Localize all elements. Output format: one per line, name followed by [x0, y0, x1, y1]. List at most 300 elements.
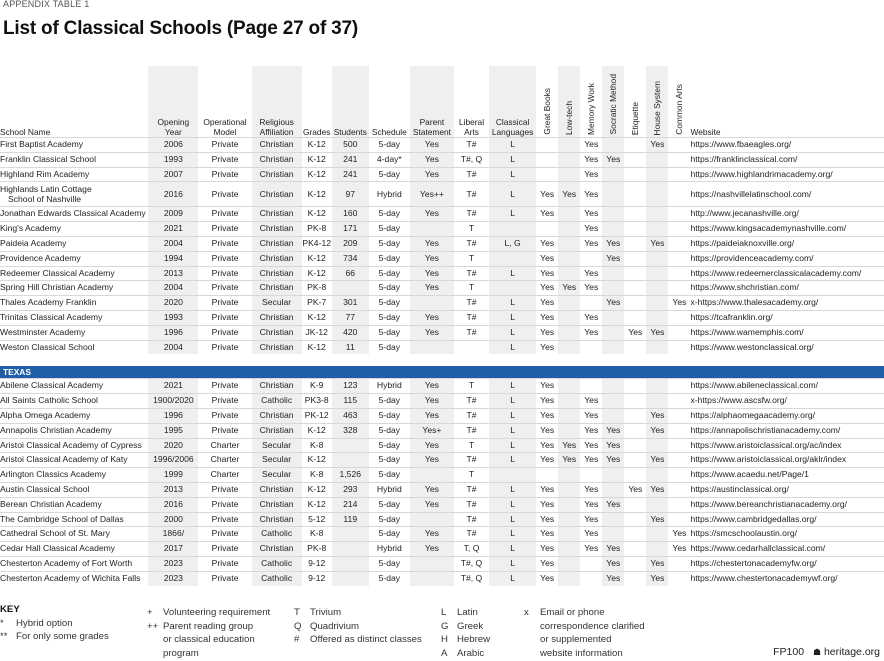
table-cell: Christian — [252, 423, 302, 438]
table-cell: Yes — [602, 556, 624, 571]
table-cell: JK-12 — [302, 325, 332, 340]
table-cell — [624, 379, 646, 394]
table-cell: K-12 — [302, 340, 332, 354]
table-cell: Yes — [410, 152, 454, 167]
table-cell: Yes — [602, 571, 624, 585]
table-cell — [558, 527, 580, 542]
table-cell: Yes — [580, 423, 602, 438]
website-link: https://www.shchristian.com/ — [690, 281, 884, 296]
key-symbol: ** — [0, 631, 8, 642]
table-cell: Charter — [198, 468, 251, 483]
table-cell — [602, 512, 624, 527]
table-cell: 463 — [332, 408, 369, 423]
table-cell — [558, 497, 580, 512]
key-title: KEY — [0, 604, 20, 615]
table-cell — [668, 222, 690, 237]
key-entry — [524, 620, 645, 634]
table-cell: Private — [198, 527, 251, 542]
table-cell: Yes+ — [410, 423, 454, 438]
table-cell — [646, 438, 668, 453]
table-cell — [646, 394, 668, 409]
table-cell: PK4-12 — [302, 236, 332, 251]
key-text: Quadrivium — [310, 620, 360, 632]
table-cell: T#, Q — [454, 571, 489, 585]
table-cell: Westminster Academy — [0, 325, 148, 340]
table-cell: Yes — [580, 236, 602, 251]
table-cell: 9-12 — [302, 556, 332, 571]
table-cell: Christian — [252, 497, 302, 512]
table-cell: L — [489, 556, 536, 571]
table-cell: Yes++ — [410, 182, 454, 207]
table-cell — [558, 138, 580, 153]
table-cell: 77 — [332, 310, 369, 325]
table-cell — [558, 556, 580, 571]
table-cell: 171 — [332, 222, 369, 237]
table-row — [0, 310, 884, 325]
table-cell: Private — [198, 512, 251, 527]
table-cell: Yes — [624, 325, 646, 340]
key-entry — [147, 620, 270, 634]
table-cell: Yes — [536, 571, 558, 585]
table-cell: Yes — [536, 556, 558, 571]
table-cell: PK-12 — [302, 408, 332, 423]
table-cell: 2016 — [148, 497, 198, 512]
school-name-line: Highlands Latin Cottage — [0, 184, 92, 195]
table-cell: Yes — [580, 408, 602, 423]
table-cell: 500 — [332, 138, 369, 153]
table-cell: 5-day — [369, 207, 410, 222]
table-cell: 1,526 — [332, 468, 369, 483]
table-cell: Aristoi Classical Academy of Katy — [0, 453, 148, 468]
table-cell — [558, 152, 580, 167]
table-cell: Private — [198, 236, 251, 251]
column-header-11 — [558, 66, 580, 138]
table-cell — [536, 222, 558, 237]
table-cell: Yes — [558, 438, 580, 453]
table-cell: L — [489, 453, 536, 468]
table-cell: 1996 — [148, 325, 198, 340]
key-text: Hebrew — [457, 634, 491, 645]
table-cell — [602, 340, 624, 354]
table-cell: K-8 — [302, 468, 332, 483]
table-cell: 5-day — [369, 167, 410, 182]
table-cell: Catholic — [252, 527, 302, 542]
table-cell: Secular — [252, 438, 302, 453]
table-cell: 5-day — [369, 266, 410, 281]
key-entry — [147, 606, 270, 620]
table-cell: King's Academy — [0, 222, 148, 237]
table-cell: L — [489, 438, 536, 453]
table-cell: 5-day — [369, 296, 410, 311]
table-cell: Yes — [646, 453, 668, 468]
table-cell — [580, 296, 602, 311]
table-cell: Austin Classical School — [0, 482, 148, 497]
key-text: Parent reading group — [163, 620, 254, 632]
table-cell — [646, 542, 668, 557]
table-cell: T# — [454, 138, 489, 153]
bell-icon: ☗ — [812, 647, 822, 657]
table-cell: 1996/2006 — [148, 453, 198, 468]
table-cell — [602, 266, 624, 281]
table-cell: Providence Academy — [0, 251, 148, 266]
table-cell: Christian — [252, 325, 302, 340]
table-row — [0, 556, 884, 571]
table-cell: Yes — [558, 453, 580, 468]
table-cell: Chesterton Academy of Wichita Falls — [0, 571, 148, 585]
table-cell: Franklin Classical School — [0, 152, 148, 167]
table-cell: Alpha Omega Academy — [0, 408, 148, 423]
table-cell: L — [489, 182, 536, 207]
table-cell — [668, 310, 690, 325]
table-cell: Yes — [536, 512, 558, 527]
table-cell: Aristoi Classical Academy of Cypress — [0, 438, 148, 453]
table-cell: Yes — [410, 527, 454, 542]
column-header-label: Etiquette — [630, 101, 641, 135]
table-cell — [624, 152, 646, 167]
table-cell: Christian — [252, 340, 302, 354]
table-cell — [602, 281, 624, 296]
table-cell: 5-12 — [302, 512, 332, 527]
website-link: https://www.fbaeagles.org/ — [690, 138, 884, 153]
table-cell: T# — [454, 296, 489, 311]
table-cell: Hybrid — [369, 379, 410, 394]
table-cell: K-12 — [302, 207, 332, 222]
table-cell — [668, 251, 690, 266]
key-symbol: H — [441, 634, 448, 645]
table-cell: Yes — [580, 394, 602, 409]
website-link: https://www.kingsacademynashville.com/ — [690, 222, 884, 237]
table-cell: Private — [198, 325, 251, 340]
key-symbol: G — [441, 620, 449, 632]
table-cell: L — [489, 497, 536, 512]
table-cell — [624, 310, 646, 325]
table-cell — [624, 138, 646, 153]
table-cell: Yes — [646, 138, 668, 153]
table-cell: 2006 — [148, 138, 198, 153]
table-cell: T# — [454, 527, 489, 542]
table-cell — [624, 207, 646, 222]
table-cell — [410, 340, 454, 354]
table-cell: PK-8 — [302, 281, 332, 296]
table-cell: 241 — [332, 167, 369, 182]
table-cell: Yes — [536, 542, 558, 557]
table-cell: Thales Academy Franklin — [0, 296, 148, 311]
table-cell: L — [489, 482, 536, 497]
table-cell — [558, 251, 580, 266]
key-text: website information — [540, 647, 623, 659]
table-cell — [602, 325, 624, 340]
region-band — [0, 366, 884, 379]
table-cell — [410, 556, 454, 571]
website-link: https://www.aristoiclassical.org/aklr/index — [690, 453, 884, 468]
table-cell: Redeemer Classical Academy — [0, 266, 148, 281]
table-cell: Weston Classical School — [0, 340, 148, 354]
table-cell — [624, 438, 646, 453]
table-cell: T# — [454, 423, 489, 438]
key-symbol: ++ — [147, 620, 159, 632]
table-cell: 2017 — [148, 542, 198, 557]
table-cell — [646, 296, 668, 311]
table-cell: 5-day — [369, 571, 410, 585]
column-header-12 — [580, 66, 602, 138]
table-cell: Secular — [252, 453, 302, 468]
table-cell: Yes — [410, 138, 454, 153]
table-cell: Arlington Classics Academy — [0, 468, 148, 483]
table-cell: 5-day — [369, 408, 410, 423]
table-cell — [558, 266, 580, 281]
column-header-14 — [624, 66, 646, 138]
table-cell — [410, 296, 454, 311]
table-cell: K-12 — [302, 266, 332, 281]
table-cell — [668, 453, 690, 468]
table-cell: T# — [454, 408, 489, 423]
table-cell: K-12 — [302, 482, 332, 497]
table-cell: Private — [198, 138, 251, 153]
table-cell — [668, 408, 690, 423]
table-cell: Hybrid — [369, 482, 410, 497]
table-cell: Yes — [580, 138, 602, 153]
table-cell: 1994 — [148, 251, 198, 266]
table-cell: Yes — [646, 423, 668, 438]
column-header-13 — [602, 66, 624, 138]
key-col-5 — [524, 606, 645, 660]
table-cell: Yes — [536, 325, 558, 340]
key-entry — [0, 630, 109, 644]
table-cell: Private — [198, 222, 251, 237]
table-cell: L — [489, 542, 536, 557]
table-cell: Spring Hill Christian Academy — [0, 281, 148, 296]
table-cell — [624, 497, 646, 512]
table-cell: 2013 — [148, 482, 198, 497]
table-cell: 2004 — [148, 340, 198, 354]
column-header-16 — [668, 66, 690, 138]
table-cell: Private — [198, 482, 251, 497]
table-cell: 5-day — [369, 310, 410, 325]
page-title: List of Classical Schools (Page 27 of 37) — [3, 18, 359, 39]
table-row — [0, 542, 884, 557]
column-header-9: Classical Languages — [489, 66, 536, 138]
table-cell — [624, 527, 646, 542]
table-cell: Yes — [602, 438, 624, 453]
table-header-row — [0, 66, 884, 138]
table-cell: Yes — [410, 236, 454, 251]
website-link: https://franklinclassical.com/ — [690, 152, 884, 167]
table-cell: 123 — [332, 379, 369, 394]
table-cell: T — [454, 281, 489, 296]
table-cell — [489, 468, 536, 483]
table-cell: Yes — [536, 453, 558, 468]
footer-site: heritage.org — [823, 646, 880, 658]
column-header-label: Common Arts — [674, 84, 685, 135]
table-cell: Private — [198, 497, 251, 512]
table-cell: 2007 — [148, 167, 198, 182]
table-cell: T# — [454, 207, 489, 222]
table-cell: 2021 — [148, 379, 198, 394]
table-cell: Christian — [252, 482, 302, 497]
website-link: x-https://www.ascsfw.org/ — [690, 394, 884, 409]
table-cell — [332, 556, 369, 571]
table-cell: K-12 — [302, 423, 332, 438]
table-cell: 214 — [332, 497, 369, 512]
table-cell: Secular — [252, 468, 302, 483]
table-row — [0, 281, 884, 296]
table-cell — [580, 571, 602, 585]
table-cell — [668, 266, 690, 281]
column-header-3: Religious Affiliation — [252, 66, 302, 138]
key-entry — [441, 633, 490, 647]
table-row — [0, 251, 884, 266]
key-text: For only some grades — [16, 631, 109, 642]
table-cell: Yes — [536, 296, 558, 311]
table-cell: L — [489, 138, 536, 153]
table-cell: Yes — [580, 453, 602, 468]
group-spacer — [0, 354, 884, 366]
table-cell — [668, 423, 690, 438]
table-cell — [332, 527, 369, 542]
region-label: TEXAS — [0, 366, 884, 379]
table-cell: 301 — [332, 296, 369, 311]
table-cell: Yes — [410, 266, 454, 281]
table-cell — [646, 167, 668, 182]
table-cell: K-12 — [302, 497, 332, 512]
table-cell — [536, 138, 558, 153]
schools-table — [0, 66, 884, 586]
table-cell: Yes — [536, 281, 558, 296]
key-text: Latin — [457, 607, 478, 618]
table-cell: Yes — [668, 542, 690, 557]
table-cell: Yes — [410, 167, 454, 182]
table-cell: Yes — [646, 236, 668, 251]
table-cell — [646, 266, 668, 281]
table-cell: Christian — [252, 167, 302, 182]
table-cell: Cathedral School of St. Mary — [0, 527, 148, 542]
table-cell: Christian — [252, 281, 302, 296]
table-cell: Christian — [252, 222, 302, 237]
table-cell — [558, 571, 580, 585]
table-cell: 2016 — [148, 182, 198, 207]
column-header-15 — [646, 66, 668, 138]
table-cell — [646, 340, 668, 354]
table-cell — [410, 571, 454, 585]
table-cell — [624, 571, 646, 585]
table-cell: Christian — [252, 379, 302, 394]
table-cell: Yes — [410, 310, 454, 325]
table-cell: K-12 — [302, 310, 332, 325]
table-cell: 420 — [332, 325, 369, 340]
table-cell: K-12 — [302, 453, 332, 468]
table-cell: 1996 — [148, 408, 198, 423]
table-cell: 2004 — [148, 281, 198, 296]
table-cell — [410, 512, 454, 527]
table-cell: Yes — [558, 281, 580, 296]
column-header-label: Great Books — [542, 88, 553, 135]
table-row — [0, 167, 884, 182]
table-cell — [624, 167, 646, 182]
table-cell: L — [489, 394, 536, 409]
website-link: https://providenceacademy.com/ — [690, 251, 884, 266]
table-cell: Yes — [410, 438, 454, 453]
table-cell: K-12 — [302, 182, 332, 207]
table-cell: T# — [454, 266, 489, 281]
table-cell — [410, 468, 454, 483]
table-cell — [558, 542, 580, 557]
column-header-label: Low-tech — [564, 101, 575, 135]
table-cell: Yes — [602, 423, 624, 438]
table-cell: T# — [454, 512, 489, 527]
table-cell: 5-day — [369, 556, 410, 571]
key-text: or supplemented — [540, 634, 612, 645]
table-cell: 2009 — [148, 207, 198, 222]
table-cell — [410, 222, 454, 237]
table-cell: Yes — [602, 296, 624, 311]
table-cell: Christian — [252, 236, 302, 251]
table-cell: 2004 — [148, 236, 198, 251]
table-cell: 1900/2020 — [148, 394, 198, 409]
table-cell: 1993 — [148, 152, 198, 167]
table-cell: 5-day — [369, 281, 410, 296]
table-cell: Christian — [252, 138, 302, 153]
table-cell: PK-8 — [302, 222, 332, 237]
table-cell: Yes — [536, 340, 558, 354]
table-cell — [646, 527, 668, 542]
table-cell: Private — [198, 408, 251, 423]
table-cell — [646, 497, 668, 512]
key-entry — [524, 606, 645, 620]
table-cell: Yes — [580, 325, 602, 340]
table-cell: Yes — [536, 182, 558, 207]
table-cell — [332, 281, 369, 296]
table-cell: Berean Christian Academy — [0, 497, 148, 512]
table-cell: T# — [454, 167, 489, 182]
table-cell: All Saints Catholic School — [0, 394, 148, 409]
table-cell: Yes — [536, 482, 558, 497]
table-cell — [602, 222, 624, 237]
table-cell — [602, 379, 624, 394]
table-cell — [668, 325, 690, 340]
table-cell: Paideia Academy — [0, 236, 148, 251]
table-cell: Private — [198, 340, 251, 354]
table-cell: K-8 — [302, 527, 332, 542]
key-entry — [524, 647, 645, 661]
table-cell: Christian — [252, 266, 302, 281]
website-link: https://www.abileneclassical.com/ — [690, 379, 884, 394]
table-cell: L — [489, 340, 536, 354]
table-cell — [624, 222, 646, 237]
table-cell: Catholic — [252, 394, 302, 409]
table-row — [0, 423, 884, 438]
website-link: https://paideiaknoxville.org/ — [690, 236, 884, 251]
table-cell: Cedar Hall Classical Academy — [0, 542, 148, 557]
table-cell: Yes — [580, 152, 602, 167]
table-cell — [332, 438, 369, 453]
spacer-cell — [0, 354, 884, 366]
table-cell: 115 — [332, 394, 369, 409]
table-cell: Yes — [580, 482, 602, 497]
table-cell — [602, 167, 624, 182]
table-cell: Christian — [252, 512, 302, 527]
table-row — [0, 340, 884, 354]
table-cell — [558, 394, 580, 409]
website-link: https://tcafranklin.org/ — [690, 310, 884, 325]
table-cell — [624, 281, 646, 296]
table-cell: T# — [454, 453, 489, 468]
table-cell: K-12 — [302, 167, 332, 182]
table-cell — [602, 408, 624, 423]
table-cell — [646, 379, 668, 394]
table-cell: Yes — [624, 482, 646, 497]
table-cell: Yes — [602, 497, 624, 512]
table-cell — [668, 138, 690, 153]
